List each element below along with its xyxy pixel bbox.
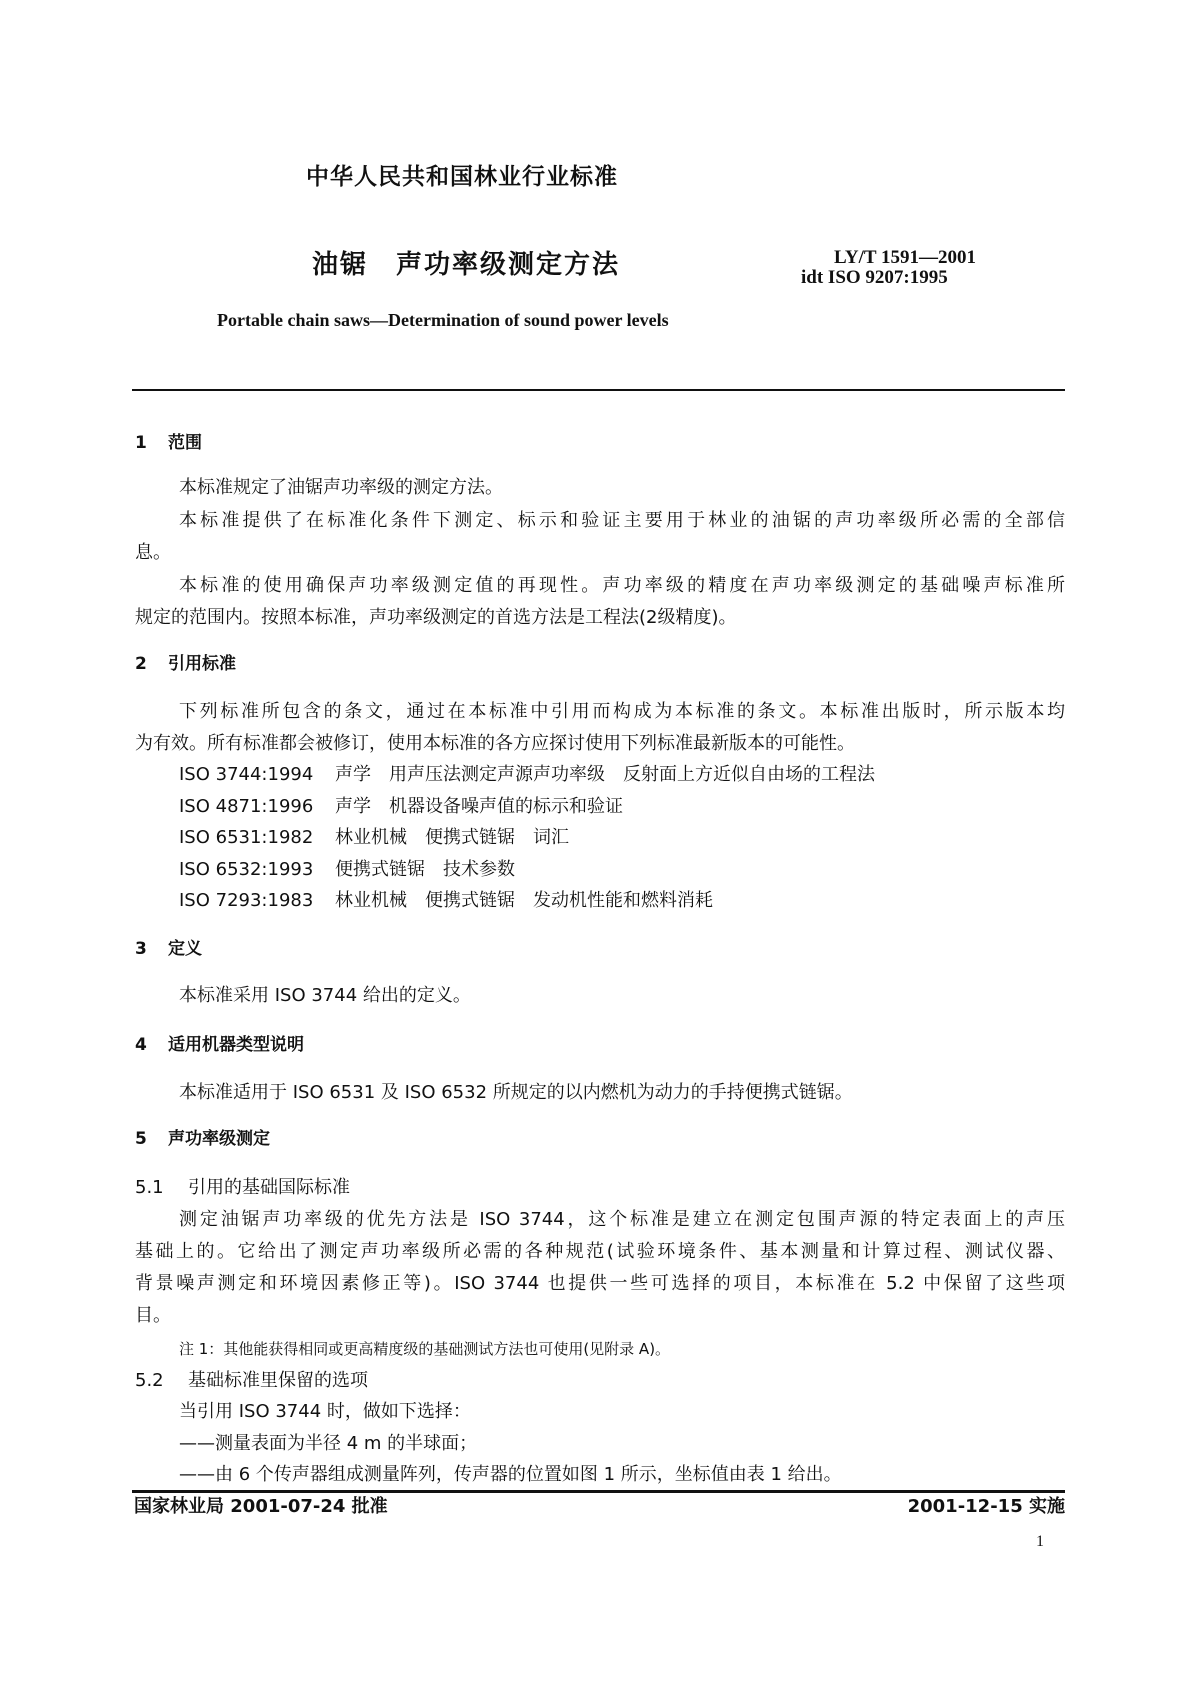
paragraph-line: 为有效。所有标准都会被修订，使用本标准的各方应探讨使用下列标准最新版本的可能性。 bbox=[135, 733, 855, 754]
paragraph-line: 规定的范围内。按照本标准，声功率级测定的首选方法是工程法(2级精度)。 bbox=[135, 607, 737, 628]
paragraph-line: 本标准的使用确保声功率级测定值的再现性。声功率级的精度在声功率级测定的基础噪声标准所 bbox=[179, 575, 1065, 596]
reference-title: 声学 用声压法测定声源声功率级 反射面上方近似自由场的工程法 bbox=[335, 764, 875, 785]
section-number: 4 bbox=[135, 1035, 147, 1055]
idt-code: idt ISO 9207:1995 bbox=[801, 267, 948, 288]
footer-rule bbox=[132, 1490, 1065, 1493]
paragraph-line: 本标准规定了油锯声功率级的测定方法。 bbox=[179, 477, 503, 498]
section-number: 5 bbox=[135, 1129, 147, 1149]
paragraph-line: ——测量表面为半径 4 m 的半球面； bbox=[179, 1433, 478, 1454]
section-number: 1 bbox=[135, 433, 147, 453]
section-title: 声功率级测定 bbox=[168, 1129, 270, 1149]
reference-title: 林业机械 便携式链锯 词汇 bbox=[335, 827, 569, 848]
paragraph-line: 背景噪声测定和环境因素修正等)。ISO 3744 也提供一些可选择的项目，本标准在 5.2 中保留了这些项 bbox=[135, 1273, 1065, 1294]
paragraph-line: 当引用 ISO 3744 时，做如下选择： bbox=[179, 1401, 471, 1422]
effective-date: 2001-12-15 实施 bbox=[907, 1496, 1065, 1517]
note: 注 1：其他能获得相同或更高精度级的基础测试方法也可使用(见附录 A)。 bbox=[179, 1340, 671, 1358]
paragraph-line: 本标准提供了在标准化条件下测定、标示和验证主要用于林业的油锯的声功率级所必需的全部信 bbox=[179, 510, 1065, 531]
paragraph-line: 下列标准所包含的条文，通过在本标准中引用而构成为本标准的条文。本标准出版时，所示版本均 bbox=[179, 701, 1065, 722]
section-number: 5.2 bbox=[135, 1370, 164, 1391]
section-title: 适用机器类型说明 bbox=[168, 1035, 304, 1055]
section-title: 引用标准 bbox=[168, 654, 236, 674]
reference-code: ISO 7293:1983 bbox=[179, 890, 314, 911]
header-rule bbox=[132, 389, 1065, 391]
paragraph-line: 基础上的。它给出了测定声功率级所必需的各种规范(试验环境条件、基本测量和计算过程、测试仪器、 bbox=[135, 1241, 1065, 1262]
paragraph-line: 息。 bbox=[135, 542, 171, 563]
section-title: 范围 bbox=[168, 433, 202, 453]
page-number: 1 bbox=[1036, 1533, 1044, 1550]
paragraph-line: 本标准采用 ISO 3744 给出的定义。 bbox=[179, 985, 471, 1006]
reference-title: 林业机械 便携式链锯 发动机性能和燃料消耗 bbox=[335, 890, 713, 911]
paragraph-line: 测定油锯声功率级的优先方法是 ISO 3744，这个标准是建立在测定包围声源的特定表面上的声压 bbox=[179, 1209, 1065, 1230]
reference-title: 便携式链锯 技术参数 bbox=[335, 859, 515, 880]
reference-code: ISO 3744:1994 bbox=[179, 764, 314, 785]
document-title: 油锯 声功率级测定方法 bbox=[312, 250, 621, 280]
reference-code: ISO 6531:1982 bbox=[179, 827, 314, 848]
paragraph-line: 本标准适用于 ISO 6531 及 ISO 6532 所规定的以内燃机为动力的手持便携式链锯。 bbox=[179, 1082, 853, 1103]
section-title: 基础标准里保留的选项 bbox=[188, 1370, 368, 1391]
english-title: Portable chain saws—Determination of sound power levels bbox=[217, 310, 669, 330]
reference-title: 声学 机器设备噪声值的标示和验证 bbox=[335, 796, 623, 817]
section-title: 定义 bbox=[168, 939, 202, 959]
standard-code: LY/T 1591—2001 bbox=[834, 247, 977, 268]
paragraph-line: 目。 bbox=[135, 1305, 171, 1326]
reference-code: ISO 4871:1996 bbox=[179, 796, 314, 817]
section-title: 引用的基础国际标准 bbox=[188, 1177, 350, 1198]
standard-series: 中华人民共和国林业行业标准 bbox=[306, 164, 618, 190]
paragraph-line: ——由 6 个传声器组成测量阵列，传声器的位置如图 1 所示，坐标值由表 1 给出。 bbox=[179, 1464, 842, 1485]
reference-code: ISO 6532:1993 bbox=[179, 859, 314, 880]
section-number: 3 bbox=[135, 939, 147, 959]
approval-date: 国家林业局 2001-07-24 批准 bbox=[134, 1496, 388, 1517]
section-number: 5.1 bbox=[135, 1177, 164, 1198]
section-number: 2 bbox=[135, 654, 147, 674]
